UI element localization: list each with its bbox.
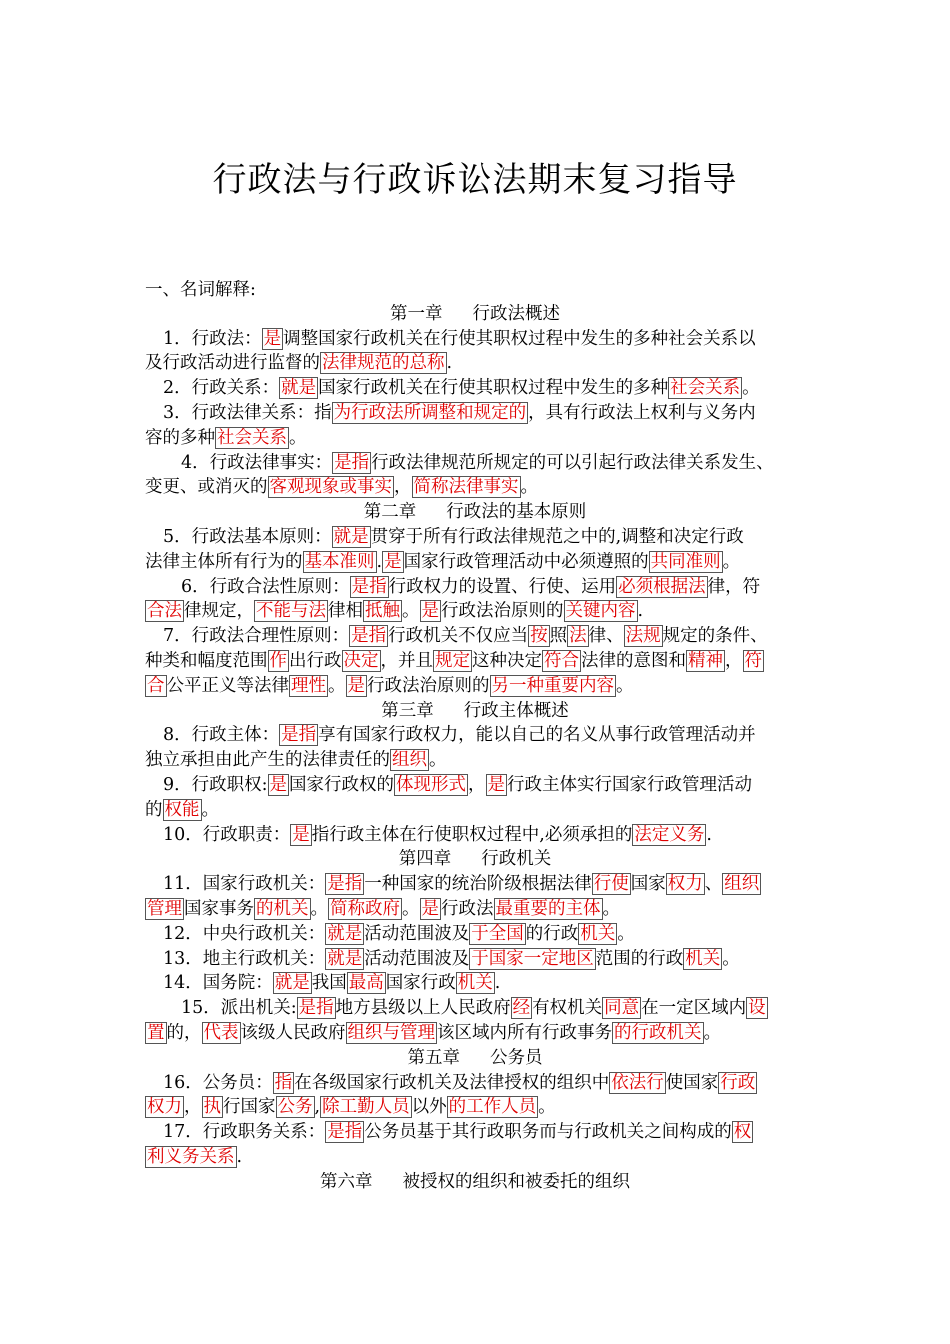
text-line [163, 723, 756, 747]
text-line [163, 525, 744, 549]
highlighted-term: 的机关 [256, 899, 309, 919]
line-text: 有权机关 [532, 998, 603, 1018]
line-text: 11．国家行政机关： [163, 874, 326, 894]
text-line [145, 1095, 556, 1119]
highlighted-term: 代表 [203, 1023, 239, 1043]
text-line [145, 1021, 721, 1045]
chapter-name: 行政法的基本原则 [446, 502, 587, 522]
line-text: 。 [201, 800, 219, 820]
highlighted-term: 法规 [625, 626, 661, 646]
text-line [181, 451, 774, 475]
line-text: 法律主体所有行为的 [145, 552, 303, 572]
highlighted-term: 利义务关系 [147, 1147, 235, 1167]
line-text: 律规定， [184, 601, 254, 621]
chapter-heading [0, 302, 950, 326]
highlighted-term: 执 [203, 1097, 221, 1117]
highlighted-term: 同意 [604, 998, 640, 1018]
line-text: 该级人民政府 [240, 1023, 346, 1043]
text-line [145, 674, 634, 698]
line-text: 9．行政职权: [163, 775, 268, 795]
highlighted-term: 共同准则 [650, 552, 721, 572]
line-text: 变更、或消灭的 [145, 477, 268, 497]
text-line [163, 327, 756, 351]
highlighted-term: 规定 [435, 651, 470, 671]
line-text: 规定的条件、 [662, 626, 768, 646]
highlighted-term: 是 [384, 552, 402, 572]
line-text: 我国 [311, 973, 347, 993]
line-text: . [446, 353, 453, 373]
highlighted-term: 最重要的主体 [495, 899, 601, 919]
text-line [163, 823, 712, 847]
highlighted-term: 社会关系 [217, 428, 287, 448]
line-text: 的 [145, 800, 163, 820]
highlighted-term: 为行政法所调整和规定的 [333, 403, 527, 423]
highlighted-term: 按 [530, 626, 548, 646]
line-text: 活动范围波及 [364, 949, 470, 969]
highlighted-term: 是指 [327, 1122, 363, 1142]
highlighted-term: 置 [147, 1023, 165, 1043]
line-text: 8．行政主体： [163, 725, 280, 745]
highlighted-term: 是 [421, 899, 439, 919]
highlighted-term: 公务 [277, 1097, 313, 1117]
highlighted-term: 法 [569, 626, 587, 646]
line-text: 法律的意图和 [581, 651, 686, 671]
line-text: 行政法治原则的 [441, 601, 564, 621]
line-text: 一种国家的统治阶级根据法律 [364, 874, 592, 894]
highlighted-term: 机关 [580, 924, 616, 944]
highlighted-term: 简称法律事实 [413, 477, 519, 497]
line-text: 行政法 [441, 899, 494, 919]
highlighted-term: 行使 [593, 874, 629, 894]
line-text: 2．行政关系： [163, 378, 280, 398]
text-line [163, 1120, 753, 1144]
line-text: 6．行政合法性原则： [181, 577, 350, 597]
line-text: ， [468, 775, 486, 795]
line-text: . [376, 552, 383, 572]
line-text: 使国家 [665, 1073, 719, 1093]
line-text: 活动范围波及 [364, 924, 470, 944]
line-text: . [494, 973, 501, 993]
line-text: 国家行政管理活动中必须遵照的 [403, 552, 649, 572]
highlighted-term: 组织 [392, 750, 427, 770]
line-text: . [236, 1147, 243, 1167]
highlighted-term: 依法行 [611, 1073, 664, 1093]
text-line [145, 798, 219, 822]
text-line [163, 971, 500, 995]
chapter-name: 公务员 [490, 1048, 543, 1068]
line-text: 律，符 [707, 577, 761, 597]
line-text: 这种决定 [472, 651, 542, 671]
line-text: , [314, 1097, 321, 1117]
highlighted-term: 是 [421, 601, 439, 621]
line-text: 。 [310, 899, 328, 919]
text-line [163, 872, 761, 896]
highlighted-term: 社会关系 [670, 378, 741, 398]
highlighted-term: 指 [274, 1073, 293, 1093]
chapter-number: 第二章 [363, 502, 417, 522]
highlighted-term: 就是 [274, 973, 310, 993]
line-text: 行政主体实行国家行政管理活动 [507, 775, 753, 795]
chapter-number: 第一章 [390, 304, 443, 324]
chapter-name: 行政机关 [481, 849, 552, 869]
highlighted-term: 权力 [147, 1097, 182, 1117]
highlighted-term: 就是 [327, 924, 363, 944]
line-text: ，具有行政法上权利与义务内 [528, 403, 756, 423]
highlighted-term: 是 [487, 775, 506, 795]
line-text: 行政法治原则的 [367, 676, 490, 696]
highlighted-term: 理性 [291, 676, 326, 696]
line-text: 5．行政法基本原则： [163, 527, 332, 547]
highlighted-term: 不能与法 [256, 601, 326, 621]
text-line [145, 426, 307, 450]
highlighted-term: 组织与管理 [347, 1023, 435, 1043]
line-text: 行国家 [223, 1097, 276, 1117]
chapter-name: 行政法概述 [472, 304, 560, 324]
highlighted-term: 简称政府 [330, 899, 400, 919]
chapter-number: 第六章 [320, 1172, 373, 1192]
text-line [163, 401, 756, 425]
highlighted-term: 管理 [147, 899, 182, 919]
line-text: 。 [722, 949, 740, 969]
highlighted-term: 合 [147, 676, 165, 696]
text-line [145, 1145, 242, 1169]
line-text: 独立承担由此产生的法律责任的 [145, 750, 390, 770]
line-text: 。 [742, 378, 760, 398]
chapter-heading [0, 1170, 950, 1194]
text-line [181, 996, 768, 1020]
text-line [163, 922, 635, 946]
text-line [163, 376, 760, 400]
line-text: 行政权力的设置、行使、运用 [388, 577, 617, 597]
highlighted-term: 法律规范的总称 [322, 353, 445, 373]
text-line [145, 475, 538, 499]
line-text: 以外 [411, 1097, 447, 1117]
line-text: 贯穿于所有行政法律规范之中的,调整和决定行政 [370, 527, 744, 547]
highlighted-term: 必须根据法 [618, 577, 706, 597]
chapter-heading [0, 699, 950, 723]
line-text: 。 [602, 899, 620, 919]
line-text: 律、 [588, 626, 624, 646]
line-text: ，并且 [380, 651, 433, 671]
line-text: 。 [520, 477, 538, 497]
line-text: ， [184, 1097, 202, 1117]
highlighted-term: 抵触 [365, 601, 400, 621]
line-text: 。 [616, 676, 634, 696]
highlighted-term: 是指 [298, 998, 334, 1018]
line-text: 照 [549, 626, 568, 646]
line-text: 调整国家行政机关在行使其职权过程中发生的多种社会关系以 [283, 329, 756, 349]
line-text: 13．地主行政机关： [163, 949, 326, 969]
line-text: 。 [429, 750, 447, 770]
highlighted-term: 权能 [164, 800, 200, 820]
text-line [181, 575, 760, 599]
highlighted-term: 作 [269, 651, 287, 671]
chapter-heading [0, 1046, 950, 1070]
chapter-number: 第三章 [381, 701, 434, 721]
line-text: 。 [703, 1023, 721, 1043]
highlighted-term: 是指 [351, 626, 387, 646]
line-text: 3．行政法律关系：指 [163, 403, 332, 423]
chapter-name: 被授权的组织和被委托的组织 [402, 1172, 630, 1192]
line-text: 。 [289, 428, 307, 448]
line-text: 该区域内所有行政事务 [437, 1023, 612, 1043]
line-text: 行政机关不仅应当 [388, 626, 529, 646]
line-text: . [637, 601, 644, 621]
line-text: 在一定区域内 [641, 998, 747, 1018]
highlighted-term: 设 [748, 998, 766, 1018]
line-text: ， [725, 651, 743, 671]
line-text: 7．行政法合理性原则： [163, 626, 350, 646]
highlighted-term: 是 [347, 676, 365, 696]
line-text: 16．公务员： [163, 1073, 273, 1093]
line-text: 。 [722, 552, 741, 572]
line-text: 指行政主体在行使职权过程中,必须承担的 [311, 825, 633, 845]
highlighted-term: 经 [512, 998, 531, 1018]
line-text: 10．行政职责： [163, 825, 291, 845]
text-line [145, 599, 643, 623]
highlighted-term: 是指 [281, 725, 317, 745]
text-line [145, 351, 452, 375]
chapter-heading [0, 847, 950, 871]
highlighted-term: 的工作人员 [448, 1097, 537, 1117]
line-text: 在各级国家行政机关及法律授权的组织中 [294, 1073, 610, 1093]
line-text: 国家行政机关在行使其职权过程中发生的多种 [318, 378, 669, 398]
line-text: 公务员基于其行政职务而与行政机关之间构成的 [364, 1122, 732, 1142]
highlighted-term: 权力 [667, 874, 703, 894]
line-text: 。 [402, 601, 420, 621]
highlighted-term: 是指 [334, 453, 370, 473]
line-text: 14．国务院： [163, 973, 273, 993]
section-heading: 一、名词解释: [145, 280, 256, 300]
chapter-heading [0, 500, 950, 524]
text-line [163, 947, 740, 971]
text-line [163, 1071, 757, 1095]
chapter-number: 第四章 [398, 849, 452, 869]
highlighted-term: 是指 [351, 577, 387, 597]
highlighted-term: 是指 [327, 874, 363, 894]
line-text: 1．行政法： [163, 329, 262, 349]
page-title: 行政法与行政诉讼法期末复习指导 [212, 160, 738, 200]
highlighted-term: 就是 [333, 527, 369, 547]
chapter-name: 行政主体概述 [463, 701, 569, 721]
highlighted-term: 法定义务 [634, 825, 705, 845]
line-text: 行政法律规范所规定的可以引起行政法律关系发生、 [371, 453, 774, 473]
highlighted-term: 符合 [544, 651, 579, 671]
line-text: 范围的行政 [595, 949, 684, 969]
line-text: 。 [538, 1097, 556, 1117]
line-text: 15．派出机关: [181, 998, 297, 1018]
line-text: 律相 [328, 601, 363, 621]
line-text: 国家行政权的 [289, 775, 395, 795]
line-text: 享有国家行政权力，能以自己的名义从事行政管理活动并 [318, 725, 756, 745]
highlighted-term: 是 [292, 825, 310, 845]
highlighted-term: 就是 [327, 949, 363, 969]
highlighted-term: 机关 [457, 973, 493, 993]
chapter-number: 第五章 [407, 1048, 460, 1068]
text-line [145, 897, 620, 921]
line-text: 地方县级以上人民政府 [335, 998, 511, 1018]
line-text: 及行政活动进行监督的 [145, 353, 320, 373]
line-text: 。 [402, 899, 420, 919]
highlighted-term: 精神 [688, 651, 723, 671]
line-text: 公平正义等法律 [166, 676, 289, 696]
text-line [145, 649, 764, 673]
line-text: 17．行政职务关系： [163, 1122, 326, 1142]
text-line [145, 748, 447, 772]
highlighted-term: 最高 [348, 973, 384, 993]
line-text: 的， [166, 1023, 202, 1043]
highlighted-term: 是 [263, 329, 282, 349]
highlighted-term: 组织 [724, 874, 760, 894]
highlighted-term: 于全国 [471, 924, 524, 944]
line-text: 、 [704, 874, 723, 894]
line-text: 。 [328, 676, 346, 696]
line-text: 种类和幅度范围 [145, 651, 268, 671]
text-line [145, 550, 740, 574]
highlighted-term: 除工勤人员 [322, 1097, 410, 1117]
highlighted-term: 体现形式 [396, 775, 467, 795]
highlighted-term: 决定 [343, 651, 379, 671]
line-text: 国家事务 [184, 899, 254, 919]
line-text: 4．行政法律事实： [181, 453, 333, 473]
line-text: . [706, 825, 712, 845]
highlighted-term: 就是 [281, 378, 317, 398]
highlighted-term: 于国家一定地区 [471, 949, 594, 969]
highlighted-term: 是 [269, 775, 288, 795]
highlighted-term: 权 [733, 1122, 752, 1142]
line-text: 12．中央行政机关： [163, 924, 326, 944]
line-text: 。 [617, 924, 635, 944]
text-line [163, 773, 752, 797]
line-text: 国家 [630, 874, 666, 894]
highlighted-term: 合法 [147, 601, 182, 621]
highlighted-term: 符 [744, 651, 762, 671]
highlighted-term: 客观现象或事实 [269, 477, 392, 497]
highlighted-term: 行政 [720, 1073, 756, 1093]
line-text: 国家行政 [385, 973, 456, 993]
highlighted-term: 关键内容 [565, 601, 636, 621]
line-text: 出行政 [289, 651, 342, 671]
highlighted-term: 的行政机关 [614, 1023, 702, 1043]
highlighted-term: 机关 [685, 949, 721, 969]
highlighted-term: 基本准则 [304, 552, 375, 572]
text-line [163, 624, 768, 648]
line-text: ， [394, 477, 412, 497]
highlighted-term: 另一种重要内容 [491, 676, 614, 696]
line-text: 的行政 [525, 924, 579, 944]
line-text: 容的多种 [145, 428, 215, 448]
